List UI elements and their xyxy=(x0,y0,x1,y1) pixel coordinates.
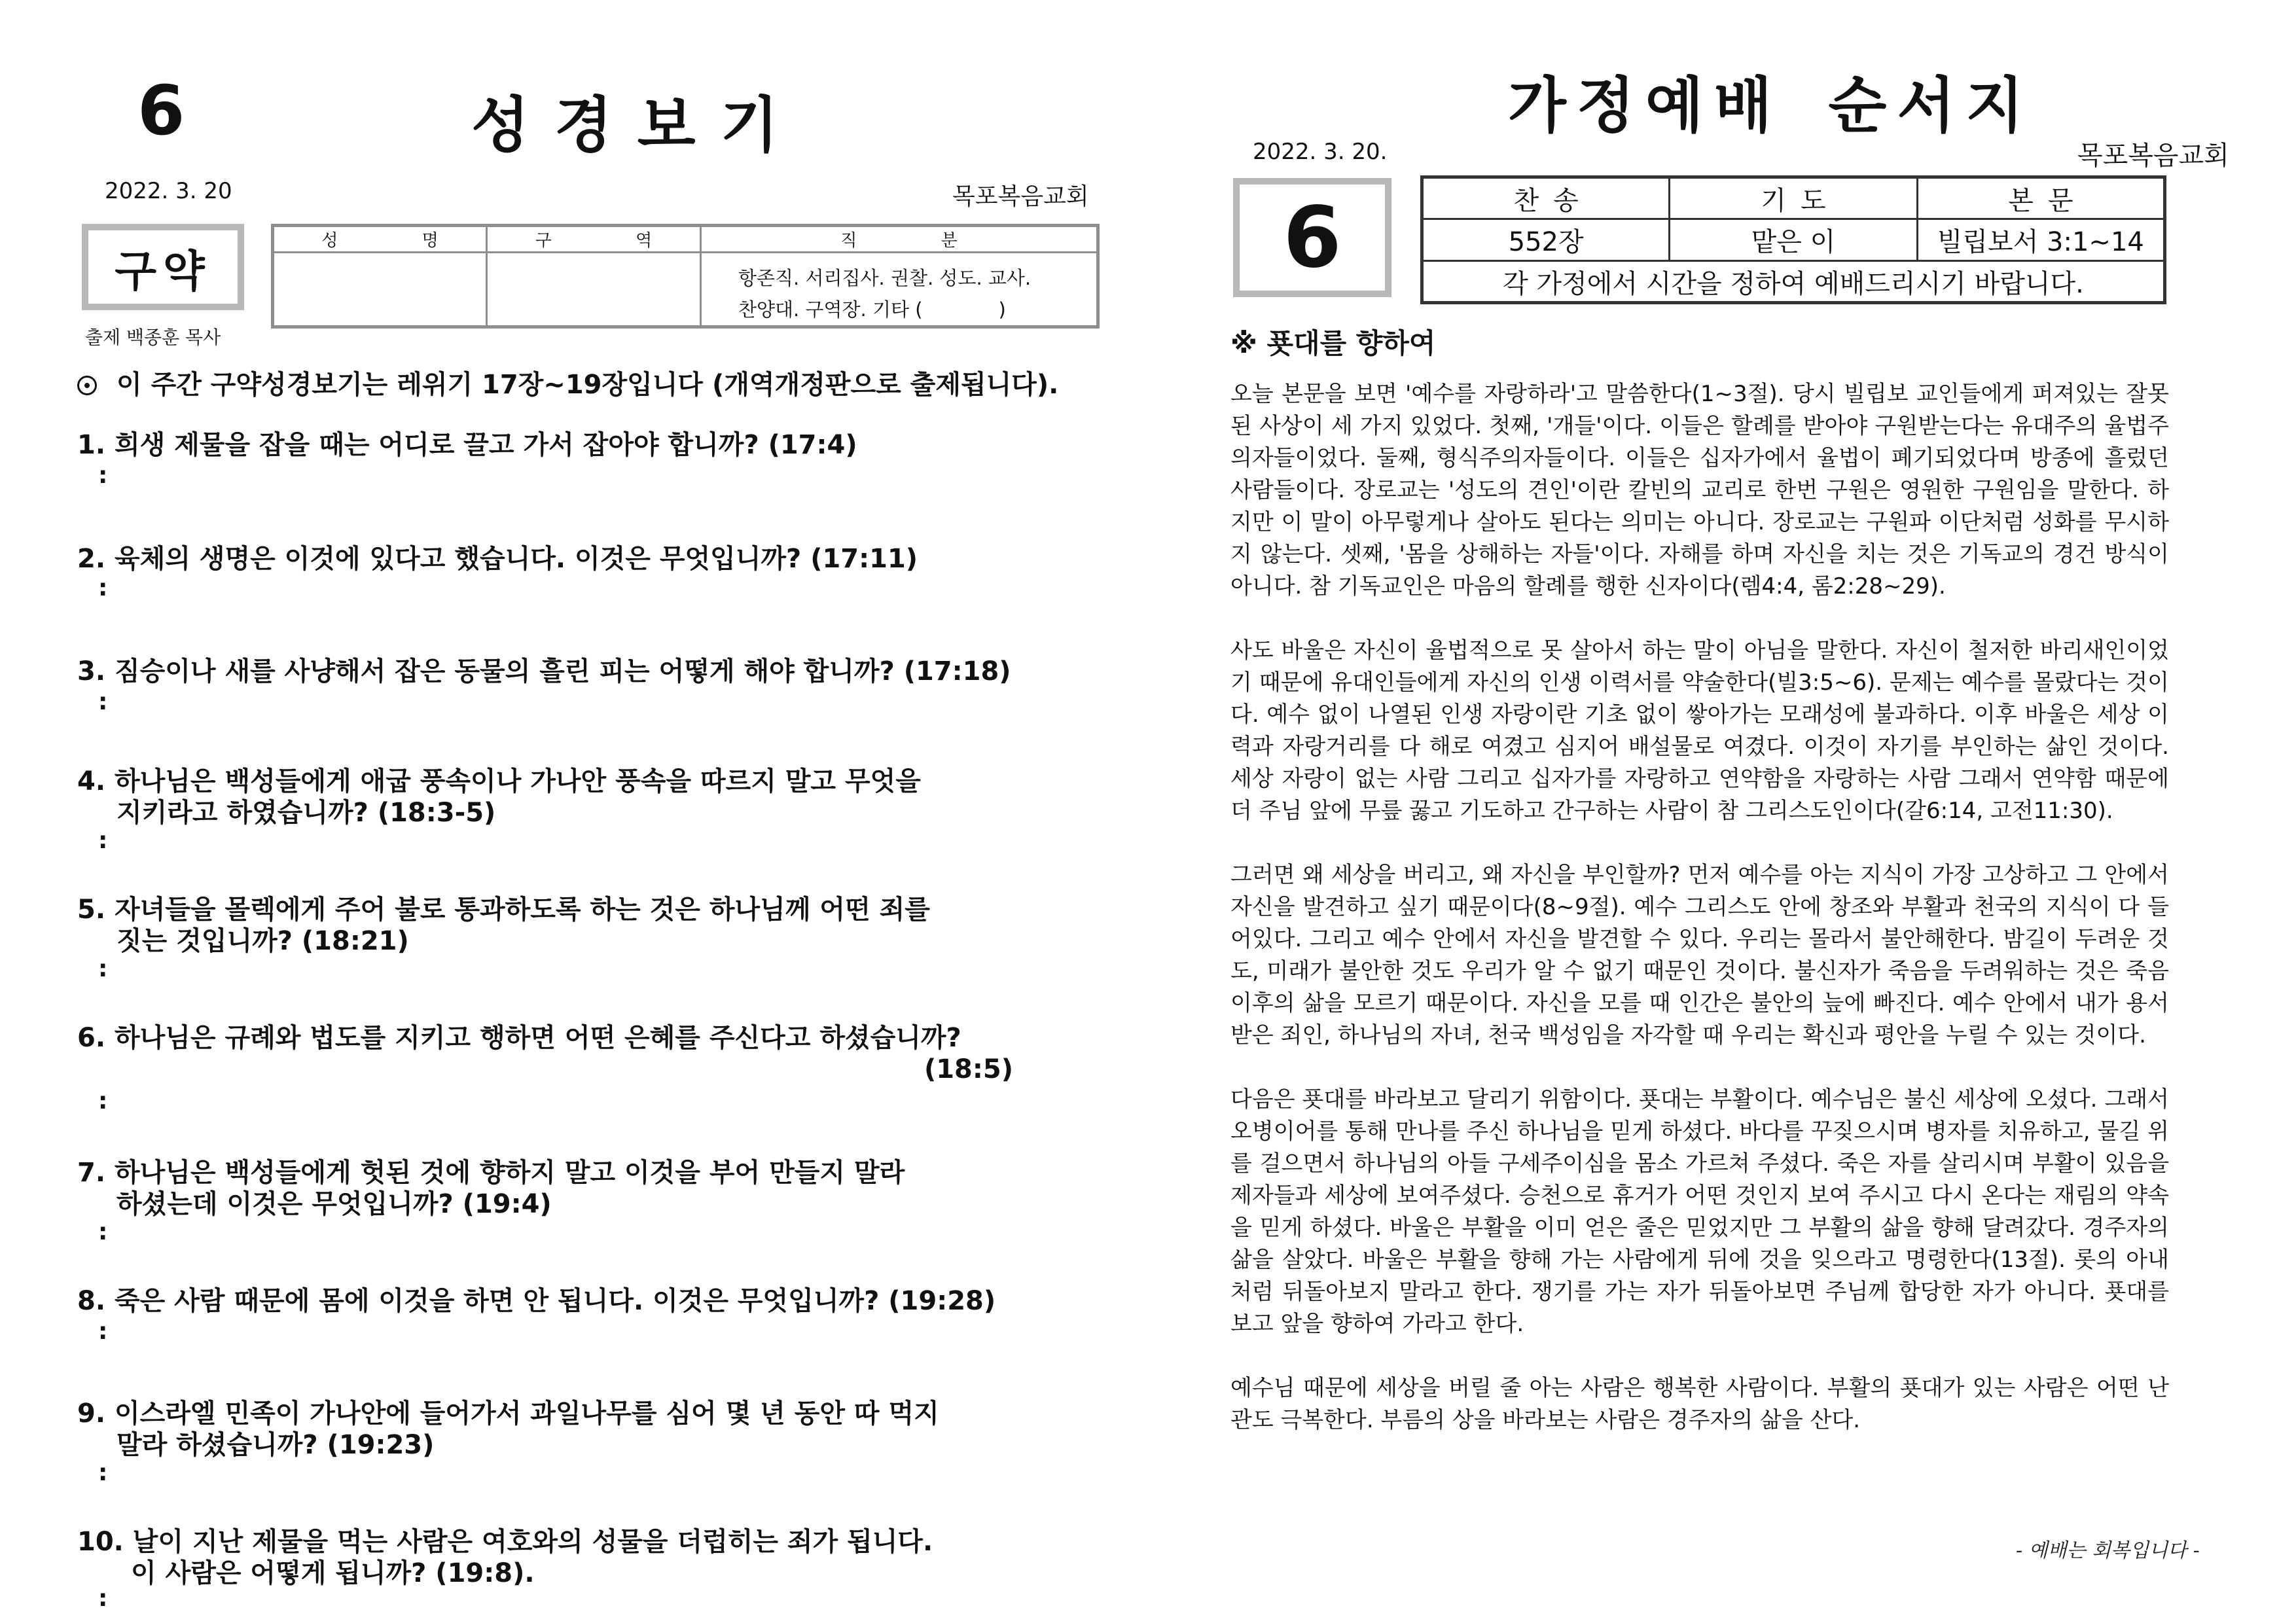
answer-field-1[interactable]: : xyxy=(98,462,108,489)
question-reference: (18:5) xyxy=(924,1054,1013,1084)
answer-field-5[interactable]: : xyxy=(98,955,108,982)
question-text: 6. 하나님은 규례와 법도를 지키고 행하면 어떤 은혜를 주신다고 하셨습니까? xyxy=(77,1023,961,1053)
worship-note: 각 가정에서 시간을 정하여 예배드리시기 바랍니다. xyxy=(1422,261,2165,303)
name-header: 성 명 xyxy=(273,226,487,253)
question-text: 2. 육체의 생명은 이것에 있다고 했습니다. 이것은 무엇입니까? (17:11) xyxy=(77,544,918,574)
duty-options[interactable] xyxy=(701,253,1098,327)
duty-options-line-1: 항존직. 서리집사. 권찰. 성도. 교사. xyxy=(738,267,1031,289)
participant-info-table xyxy=(271,224,1100,329)
quiz-intro xyxy=(77,364,1058,401)
testament-badge xyxy=(82,224,244,310)
question-5 xyxy=(77,894,1059,957)
target-bullet-icon xyxy=(77,376,97,395)
sermon-paragraph: 그러면 왜 세상을 버리고, 왜 자신을 부인할까? 먼저 예수를 아는 지식이 가장 고상하고 그 안에서 자신을 발견하고 싶기 때문이다(8~9절). 예수 그리스도 안에 창조와 부활과 천국의 지식이 다 들어있다. 그리고 예수 안에서 자신을 발견할 수 있다. 우리는 몰라서 불안해한다. 밤길이 두려운 것도, 미래가 불안한 것도 우리가 알 수 없기 때문인 것이다. 불신자가 죽음을 두려워하는 것은 죽음 이후의 삶을 모르기 때문이다. 자신을 모를 때 인간은 불안의 늪에 빠진다. 예수 안에서 내가 용서받은 죄인, 하나님의 자녀, 천국 백성임을 자각할 때 우리는 확신과 평안을 누릴 수 있는 것이다. xyxy=(1230,862,2169,1048)
sermon-paragraph: 예수님 때문에 세상을 버릴 줄 아는 사람은 행복한 사람이다. 부활의 푯대가 있는 사람은 어떤 난관도 극복한다. 부름의 상을 바라보는 사람은 경주자의 삶을 산다. xyxy=(1230,1375,2169,1433)
worship-order-table xyxy=(1420,175,2166,304)
answer-field-8[interactable]: : xyxy=(98,1318,108,1345)
quiz-author: 출제 백종훈 목사 xyxy=(85,327,221,348)
answer-field-3[interactable]: : xyxy=(98,688,108,715)
answer-field-6[interactable]: : xyxy=(98,1088,108,1115)
question-text-continued: 지키라고 하였습니까? (18:3-5) xyxy=(117,798,496,828)
question-text: 3. 짐승이나 새를 사냥해서 잡은 동물의 흘린 피는 어떻게 해야 합니까? (17:18) xyxy=(77,656,1011,687)
page-title-part-2: 순서지 xyxy=(1828,71,2035,141)
question-text: 7. 하나님은 백성들에게 헛된 것에 향하지 말고 이것을 부어 만들지 말라 xyxy=(77,1158,905,1188)
hymn-header: 찬송 xyxy=(1422,177,1670,219)
question-2 xyxy=(77,543,1059,575)
answer-field-9[interactable]: : xyxy=(98,1459,108,1486)
family-worship-page xyxy=(1148,0,2296,1623)
question-text: 1. 희생 제물을 잡을 때는 어디로 끌고 가서 잡아야 합니까? (17:4) xyxy=(77,430,857,460)
answer-field-10[interactable]: : xyxy=(98,1585,108,1612)
question-text: 8. 죽은 사람 때문에 몸에 이것을 하면 안 됩니다. 이것은 무엇입니까? (19:28) xyxy=(77,1286,996,1316)
prayer-header: 기도 xyxy=(1670,177,1917,219)
sermon-paragraph: 사도 바울은 자신이 율법적으로 못 살아서 하는 말이 아님을 말한다. 자신이 철저한 바리새인이었기 때문에 유대인들에게 자신의 인생 이력서를 약술한다(빌3:5~6). 문제는 예수를 몰랐다는 것이다. 예수 없이 나열된 인생 자랑이란 기초 없이 쌓아가는 모래성에 불과하다. 이후 바울은 세상 이력과 자랑거리를 다 해로 여겼고 심지어 배설물로 여겼다. 이것이 자기를 부인하는 삶인 것이다. 세상 자랑이 없는 사람 그리고 십자가를 자랑하고 연약함을 자랑하는 사람 그래서 연약함 때문에 더 주님 앞에 무릎 꿇고 기도하고 간구하는 사람이 참 그리스도인이다(갈6:14, 고전11:30). xyxy=(1230,637,2169,824)
answer-field-7[interactable]: : xyxy=(98,1219,108,1245)
answer-field-2[interactable]: : xyxy=(98,575,108,601)
question-text-continued: 말라 하셨습니까? (19:23) xyxy=(117,1430,435,1460)
question-4 xyxy=(77,766,1059,829)
scripture-value: 빌립보서 3:1~14 xyxy=(1917,219,2164,261)
question-6 xyxy=(77,1022,1059,1085)
issue-number: 6 xyxy=(137,71,185,151)
question-text: 10. 날이 지난 제물을 먹는 사람은 여호와의 성물을 더럽히는 죄가 됩니다. xyxy=(77,1527,933,1557)
question-text-continued: 이 사람은 어떻게 됩니까? (19:8). xyxy=(131,1558,535,1588)
sermon-paragraph: 다음은 푯대를 바라보고 달리기 위함이다. 푯대는 부활이다. 예수님은 불신 세상에 오셨다. 그래서 오병이어를 통해 만나를 주신 하나님을 믿게 하셨다. 바다를 꾸짖으시며 병자를 치유하고, 물길 위를 걸으면서 하나님의 아들 구세주이심을 몸소 가르쳐 주셨다. 죽은 자를 살리시며 부활이 있음을 제자들과 세상에 보여주셨다. 승천으로 휴거가 어떤 것인지 보여 주시고 다시 온다는 재림의 약속을 믿게 하셨다. 바울은 부활을 이미 얻은 줄은 믿었지만 그 부활의 삶을 향해 달려갔다. 경주자의 삶을 살았다. 바울은 부활을 향해 가는 사람에게 뒤에 것을 잊으라고 명령한다(13절). 롯의 아내처럼 뒤돌아보지 말라고 한다. 쟁기를 가는 자가 뒤돌아보면 주님께 합당한 자가 아니다. 푯대를 보고 앞을 향하여 가라고 한다. xyxy=(1230,1086,2169,1337)
hymn-value: 552장 xyxy=(1422,219,1670,261)
scripture-header: 본문 xyxy=(1917,177,2164,219)
sermon-paragraph: 오늘 본문을 보면 '예수를 자랑하라'고 말씀한다(1~3절). 당시 빌립보 교인들에게 퍼져있는 잘못된 사상이 세 가지 있었다. 첫째, '개들'이다. 이들은 할례를 받아야 구원받는다는 유대주의 율법주의자들이었다. 둘째, 형식주의자들이다. 이들은 십자가에서 율법이 폐기되었다며 방종에 흘렀던 사람들이다. 장로교는 '성도의 견인'이란 칼빈의 교리로 한번 구원은 영원한 구원임을 말한다. 하지만 이 말이 아무렇게나 살아도 된다는 의미는 아니다. 장로교는 구원파 이단처럼 성화를 무시하지 않는다. 셋째, '몸을 상해하는 자들'이다. 자해를 하며 자신을 치는 것은 기독교의 경건 방식이 아니다. 참 기독교인은 마음의 할례를 행한 신자이다(렘4:4, 롬2:28~29). xyxy=(1230,381,2169,599)
question-7 xyxy=(77,1157,1059,1220)
district-field[interactable] xyxy=(487,253,701,327)
duty-options-line-2: 찬양대. 구역장. 기타 ( ) xyxy=(738,298,1006,321)
prayer-value: 맡은 이 xyxy=(1670,219,1917,261)
page-title-part-1: 가정예배 xyxy=(1508,71,1783,141)
church-name: 목포복음교회 xyxy=(952,183,1089,210)
testament-label: 구약 xyxy=(115,245,211,296)
question-text: 9. 이스라엘 민족이 가나안에 들어가서 과일나무를 심어 몇 년 동안 따 먹지 xyxy=(77,1399,939,1429)
name-field[interactable] xyxy=(273,253,487,327)
question-text: 5. 자녀들을 몰렉에게 주어 불로 통과하도록 하는 것은 하나님께 어떤 죄를 xyxy=(77,895,930,925)
sermon-body xyxy=(1230,378,2169,1469)
answer-field-4[interactable]: : xyxy=(98,827,108,854)
question-9 xyxy=(77,1398,1059,1461)
question-3 xyxy=(77,656,1059,687)
closing-signature: - 예배는 회복입니다 - xyxy=(2016,1539,2200,1562)
question-1 xyxy=(77,429,1059,461)
question-10 xyxy=(77,1526,1059,1589)
issue-number: 6 xyxy=(1283,188,1342,287)
page-title: 성경보기 xyxy=(471,90,804,160)
church-name: 목포복음교회 xyxy=(2077,141,2229,171)
duty-header: 직 분 xyxy=(701,226,1098,253)
question-8 xyxy=(77,1285,1059,1317)
question-text-continued: 짓는 것입니까? (18:21) xyxy=(117,926,409,956)
page-title xyxy=(1508,58,2034,144)
issue-date: 2022. 3. 20. xyxy=(1253,139,1388,165)
question-text: 4. 하나님은 백성들에게 애굽 풍속이나 가나안 풍속을 따르지 말고 무엇을 xyxy=(77,766,921,796)
issue-number-badge xyxy=(1233,178,1391,297)
sermon-title: ※ 푯대를 향하여 xyxy=(1230,327,1436,359)
district-header: 구 역 xyxy=(487,226,701,253)
issue-date: 2022. 3. 20 xyxy=(105,178,232,204)
question-text-continued: 하셨는데 이것은 무엇입니까? (19:4) xyxy=(117,1189,552,1219)
quiz-intro-text: 이 주간 구약성경보기는 레위기 17장~19장입니다 (개역개정판으로 출제됩니다). xyxy=(117,370,1059,400)
